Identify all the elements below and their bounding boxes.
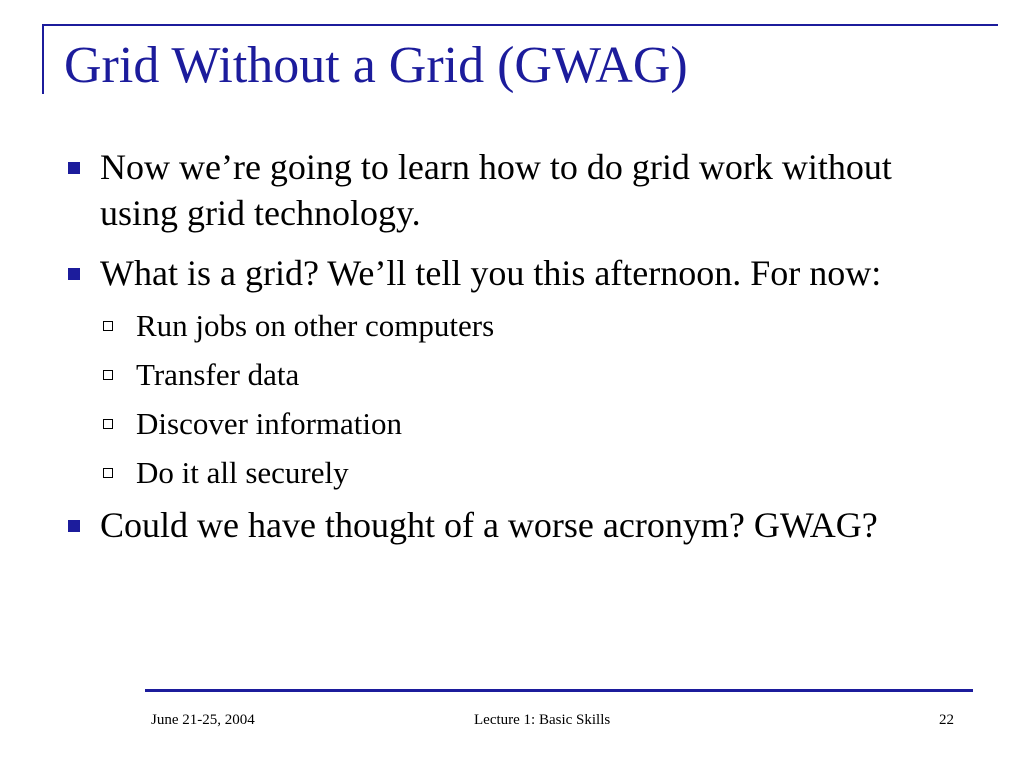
filled-square-bullet-icon <box>68 268 80 280</box>
hollow-square-bullet-icon <box>103 419 113 429</box>
left-frame-line <box>42 24 44 94</box>
bullet-item <box>64 144 964 236</box>
slide-content <box>64 144 964 562</box>
sub-bullet-text: Transfer data <box>136 357 300 392</box>
bullet-text: Now we’re going to learn how to do grid work without using grid technology. <box>100 147 892 233</box>
top-frame-line <box>42 24 998 26</box>
footer-date: June 21-25, 2004 <box>151 712 255 728</box>
bullet-text: Could we have thought of a worse acronym? GWAG? <box>100 505 878 545</box>
slide-title: Grid Without a Grid (GWAG) <box>64 37 688 94</box>
footer-page-number: 22 <box>939 712 954 728</box>
footer-divider <box>145 689 973 692</box>
sub-bullet-item <box>64 453 964 493</box>
sub-bullet-text: Do it all securely <box>136 455 349 490</box>
hollow-square-bullet-icon <box>103 468 113 478</box>
sub-bullet-text: Discover information <box>136 406 403 441</box>
bullet-item <box>64 250 964 296</box>
sub-bullet-item <box>64 306 964 346</box>
hollow-square-bullet-icon <box>103 321 113 331</box>
filled-square-bullet-icon <box>68 162 80 174</box>
bullet-text: What is a grid? We’ll tell you this afternoon. For now: <box>100 253 882 293</box>
filled-square-bullet-icon <box>68 520 80 532</box>
sub-bullet-list <box>64 306 964 493</box>
sub-bullet-text: Run jobs on other computers <box>136 308 495 343</box>
bullet-item <box>64 502 964 548</box>
sub-bullet-item <box>64 355 964 395</box>
hollow-square-bullet-icon <box>103 370 113 380</box>
footer-lecture-title: Lecture 1: Basic Skills <box>474 712 611 728</box>
sub-bullet-item <box>64 404 964 444</box>
